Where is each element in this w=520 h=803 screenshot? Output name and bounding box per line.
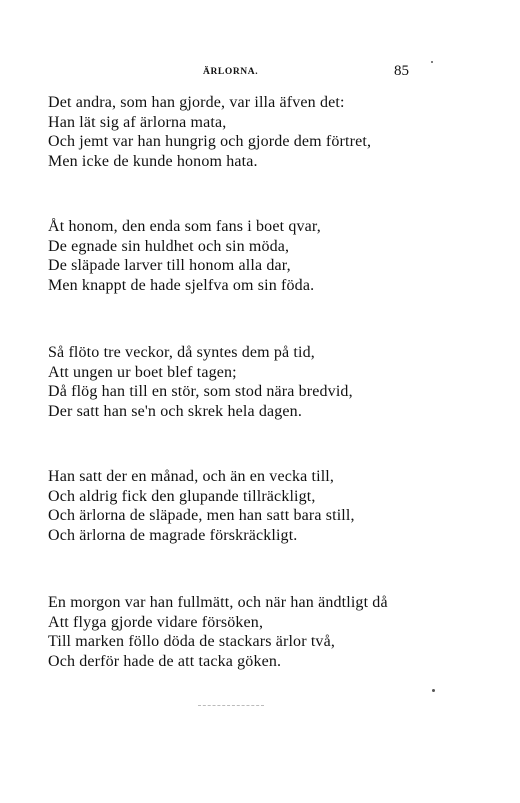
verse-line: De släpade larver till honom alla dar,	[48, 257, 291, 274]
verse-line: Att flyga gjorde vidare försöken,	[48, 613, 264, 631]
verse-line: Men icke de kunde honom hata.	[48, 152, 258, 170]
stanza-2	[48, 217, 448, 295]
verse-line: Då flög han till en stör, som stod nära bredvid,	[48, 383, 353, 400]
verse-line: Och aldrig fick den glupande tillräckligt,	[48, 487, 316, 505]
running-head	[0, 63, 520, 83]
verse-line: Att ungen ur boet blef tagen;	[48, 363, 237, 381]
verse-line: En morgon var han fullmätt, och när han ändtligt då	[48, 594, 388, 611]
verse-line: Det andra, som han gjorde, var illa äfven det:	[48, 94, 345, 111]
stanza-1	[48, 93, 448, 171]
verse-line: Der satt han se'n och skrek hela dagen.	[48, 402, 302, 420]
verse-line: Så flöto tre veckor, då syntes dem på tid,	[48, 344, 315, 361]
verse-line: Men knappt de hade sjelfva om sin föda.	[48, 276, 315, 294]
verse-line: Till marken föllo döda de stackars ärlor två,	[48, 633, 335, 650]
stanza-4	[48, 467, 448, 545]
stanza-5	[48, 593, 448, 671]
verse-line: Och derför hade de att tacka göken.	[48, 652, 282, 670]
verse-line: Och ärlorna de släpade, men han satt bara still,	[48, 507, 355, 524]
verse-line: De egnade sin huldhet och sin möda,	[48, 237, 290, 255]
page-number: 85	[394, 63, 409, 79]
faint-rule	[198, 705, 264, 706]
ink-speck	[432, 689, 435, 692]
verse-line: Han lät sig af ärlorna mata,	[48, 113, 227, 131]
running-title: ÄRLORNA.	[203, 67, 259, 77]
ink-speck	[431, 61, 433, 63]
verse-line: Och ärlorna de magrade förskräckligt.	[48, 526, 298, 544]
verse-line: Och jemt var han hungrig och gjorde dem förtret,	[48, 133, 372, 150]
verse-line: Han satt der en månad, och än en vecka till,	[48, 468, 335, 485]
verse-line: Åt honom, den enda som fans i boet qvar,	[48, 218, 321, 235]
stanza-3	[48, 343, 448, 421]
